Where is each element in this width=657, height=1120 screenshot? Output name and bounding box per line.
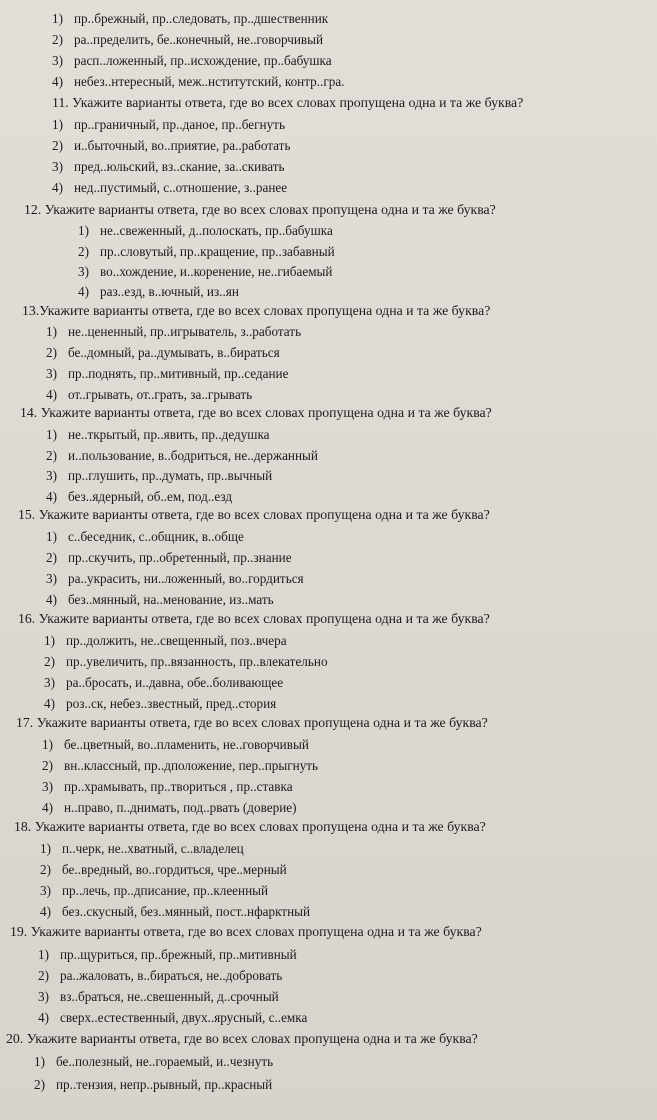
option-10-1: 1) пр..брежный, пр..следовать, пр..дшественник (52, 11, 329, 26)
question-20: 20. Укажите варианты ответа, где во всех словах пропущена одна и та же буква? (6, 1031, 478, 1046)
option-18-3: 3) пр..лечь, пр..дписание, пр..клеенный (40, 883, 269, 898)
question-18: 18. Укажите варианты ответа, где во всех словах пропущена одна и та же буква? (14, 819, 486, 834)
option-13-3: 3) пр..поднять, пр..митивный, пр..седание (46, 366, 289, 381)
option-16-1: 1) пр..должить, не..свещенный, поз..вчера (44, 633, 287, 648)
option-19-4: 4) сверх..естественный, двух..ярусный, с..емка (38, 1010, 308, 1025)
option-11-4: 4) нед..пустимый, с..отношение, з..ранее (52, 180, 288, 195)
option-19-2: 2) ра..жаловать, в..бираться, не..добровать (38, 968, 283, 983)
question-13: 13.Укажите варианты ответа, где во всех словах пропущена одна и та же буква? (22, 303, 491, 318)
option-13-2: 2) бе..домный, ра..думывать, в..бираться (46, 345, 280, 360)
option-19-1: 1) пр..щуриться, пр..брежный, пр..митивный (38, 947, 297, 962)
option-18-4: 4) без..скусный, без..мянный, пост..нфарктный (40, 904, 311, 919)
option-13-4: 4) от..грывать, от..грать, за..грывать (46, 387, 253, 402)
option-12-2: 2) пр..словутый, пр..кращение, пр..забавный (78, 244, 335, 259)
option-16-2: 2) пр..увеличить, пр..вязанность, пр..влекательно (44, 654, 328, 669)
option-17-2: 2) вн..классный, пр..дположение, пер..прыгнуть (42, 758, 319, 773)
option-18-1: 1) п..черк, не..хватный, с..владелец (40, 841, 244, 856)
question-19: 19. Укажите варианты ответа, где во всех словах пропущена одна и та же буква? (10, 924, 482, 939)
option-17-1: 1) бе..цветный, во..пламенить, не..говорчивый (42, 737, 309, 752)
option-11-1: 1) пр..граничный, пр..даное, пр..бегнуть (52, 117, 285, 132)
option-12-3: 3) во..хождение, и..коренение, не..гибаемый (78, 264, 333, 279)
option-15-3: 3) ра..украсить, ни..ложенный, во..гордиться (46, 571, 304, 586)
option-12-1: 1) не..свеженный, д..полоскать, пр..бабушка (78, 223, 333, 238)
option-19-3: 3) вз..браться, не..свешенный, д..срочный (38, 989, 279, 1004)
question-15: 15. Укажите варианты ответа, где во всех словах пропущена одна и та же буква? (18, 507, 490, 522)
option-18-2: 2) бе..вредный, во..гордиться, чре..мерный (40, 862, 287, 877)
option-20-2: 2) пр..тензия, непр..рывный, пр..красный (34, 1077, 273, 1092)
option-16-4: 4) роз..ск, небез..звестный, пред..стория (44, 696, 277, 711)
option-12-4: 4) раз..езд, в..ючный, из..ян (78, 284, 239, 299)
question-11: 11. Укажите варианты ответа, где во всех словах пропущена одна и та же буква? (52, 95, 524, 110)
option-14-4: 4) без..ядерный, об..ем, под..езд (46, 489, 233, 504)
option-15-1: 1) с..беседник, с..общник, в..обще (46, 529, 244, 544)
question-16: 16. Укажите варианты ответа, где во всех словах пропущена одна и та же буква? (18, 611, 490, 626)
option-10-2: 2) ра..пределить, бе..конечный, не..говорчивый (52, 32, 324, 47)
option-11-3: 3) пред..юльский, вз..скание, за..скивать (52, 159, 285, 174)
option-16-3: 3) ра..бросать, и..давна, обе..боливающее (44, 675, 284, 690)
option-10-3: 3) расп..ложенный, пр..исхождение, пр..бабушка (52, 53, 332, 68)
option-13-1: 1) не..цененный, пр..игрыватель, з..работать (46, 324, 302, 339)
option-17-4: 4) н..право, п..днимать, под..рвать (доверие) (42, 800, 297, 815)
question-14: 14. Укажите варианты ответа, где во всех словах пропущена одна и та же буква? (20, 405, 492, 420)
option-14-2: 2) и..пользование, в..бодриться, не..держанный (46, 448, 318, 463)
option-15-4: 4) без..мянный, на..менование, из..мать (46, 592, 274, 607)
option-15-2: 2) пр..скучить, пр..обретенный, пр..знание (46, 550, 292, 565)
option-14-1: 1) не..ткрытый, пр..явить, пр..дедушка (46, 427, 270, 442)
question-12: 12. Укажите варианты ответа, где во всех словах пропущена одна и та же буква? (24, 202, 496, 217)
option-11-2: 2) и..быточный, во..приятие, ра..работать (52, 138, 291, 153)
option-10-4: 4) небез..нтересный, меж..нститутский, контр..гра. (52, 74, 345, 89)
option-20-1: 1) бе..полезный, не..гораемый, и..чезнуть (34, 1054, 274, 1069)
option-17-3: 3) пр..храмывать, пр..твориться , пр..ставка (42, 779, 293, 794)
question-17: 17. Укажите варианты ответа, где во всех словах пропущена одна и та же буква? (16, 715, 488, 730)
option-14-3: 3) пр..глушить, пр..думать, пр..вычный (46, 468, 273, 483)
